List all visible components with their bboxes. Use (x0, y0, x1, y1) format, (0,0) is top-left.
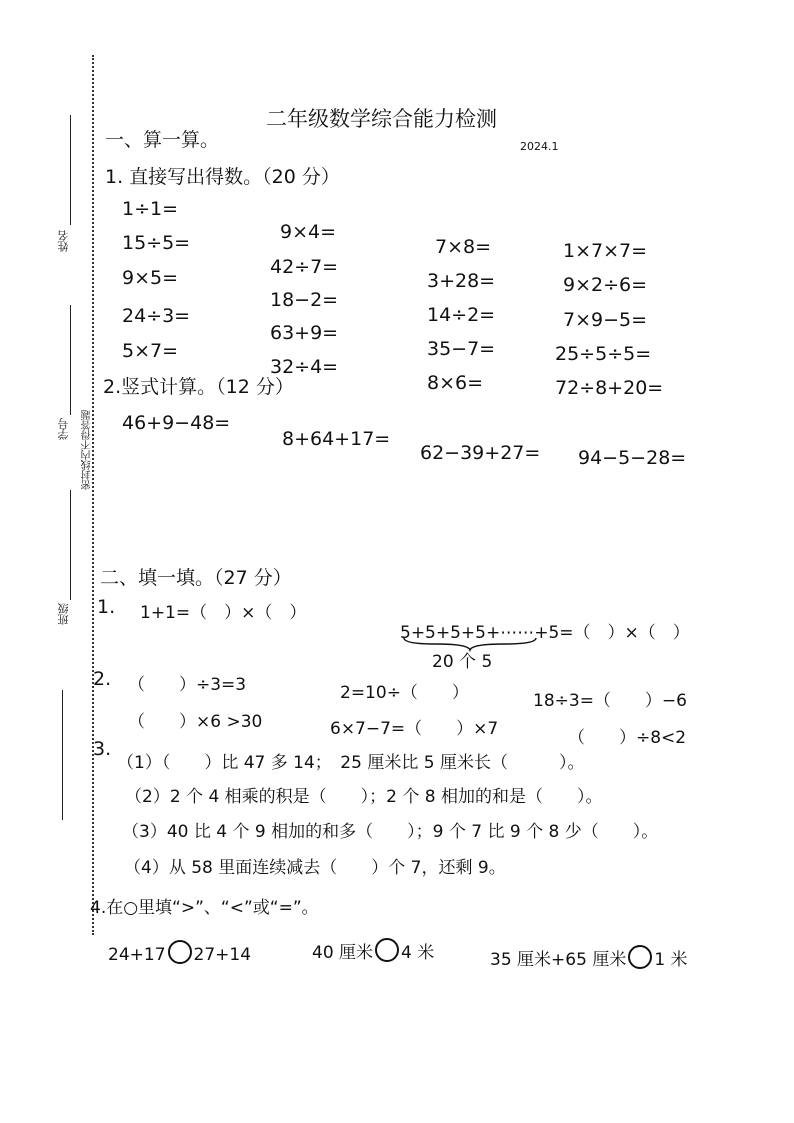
compare-item (312, 938, 434, 963)
q2-heading: 2.竖式计算。（12 分） (103, 376, 294, 398)
s2-q1-right: 5+5+5+5+⋯⋯+5=（ ）×（ ） (400, 623, 690, 643)
s2-q3-number: 3. (93, 738, 112, 760)
q1-col3-item: 7×8= (435, 236, 492, 258)
s2-q4-heading: 4.在○里填“>”、“<”或“=”。 (90, 898, 319, 918)
answer-circle[interactable] (628, 945, 652, 969)
q1-col2-item: 42÷7= (270, 256, 339, 278)
s2-q3-line: （4）从 58 里面连续减去（ ）个 7，还剩 9。 (124, 858, 506, 878)
section2-heading: 二、填一填。（27 分） (100, 567, 292, 589)
s2-q2-item: 18÷3=（ ）−6 (533, 691, 687, 711)
q1-col3-item: 8×6= (427, 372, 484, 394)
name-label: 姓名 (57, 230, 70, 252)
s2-q1-left: 1+1=（ ）×（ ） (140, 603, 307, 623)
s2-q2-item: （ ）÷8<2 (568, 728, 687, 748)
s2-q3-line: （2）2 个 4 相乘的积是（ ）；2 个 8 相加的和是（ ）。 (125, 787, 603, 807)
compare-left: 40 厘米 (312, 943, 374, 963)
seal-note: 密封线内不得答题 (82, 410, 93, 490)
q1-col3-item: 14÷2= (427, 304, 496, 326)
answer-circle[interactable] (375, 938, 399, 962)
q1-col2-item: 18−2= (270, 289, 339, 311)
q1-col4-item: 25÷5÷5= (555, 343, 652, 365)
compare-right: 27+14 (193, 945, 252, 965)
s2-q3-line: （3）40 比 4 个 9 相加的和多（ ）；9 个 7 比 9 个 8 少（ ）。 (122, 822, 659, 842)
compare-item (490, 945, 688, 970)
q1-col2-item: 63+9= (270, 322, 339, 344)
q1-col4-item: 72÷8+20= (555, 377, 664, 399)
q1-col1-item: 5×7= (122, 340, 179, 362)
q1-col4-item: 1×7×7= (563, 240, 648, 262)
compare-left: 24+17 (108, 945, 166, 965)
answer-circle[interactable] (168, 940, 192, 964)
vertical-calc-item: 62−39+27= (420, 442, 541, 464)
s2-q2-item: （ ）÷3=3 (128, 675, 247, 695)
compare-left: 35 厘米+65 厘米 (490, 950, 627, 970)
q1-col4-item: 7×9−5= (563, 309, 648, 331)
q1-col1-item: 1÷1= (122, 198, 179, 220)
q1-col1-item: 24÷3= (122, 305, 191, 327)
compare-item (108, 940, 251, 965)
vertical-calc-item: 46+9−48= (122, 412, 231, 434)
number-label: 学号 (57, 418, 70, 440)
q1-col1-item: 9×5= (122, 267, 179, 289)
brace-label: 20 个 5 (432, 652, 493, 672)
exam-date: 2024.1 (520, 140, 559, 153)
class-underline (70, 490, 71, 600)
q1-col1-item: 15÷5= (122, 232, 191, 254)
s2-q2-item: 6×7−7=（ ）×7 (330, 719, 499, 739)
class-label: 班级 (57, 603, 70, 625)
compare-right: 4 米 (401, 943, 435, 963)
q1-col2-item: 32÷4= (270, 356, 339, 378)
s2-q2-item: 2=10÷（ ） (340, 683, 469, 703)
q1-col4-item: 9×2÷6= (563, 274, 648, 296)
s2-q2-item: （ ）×6 >30 (128, 712, 263, 732)
vertical-calc-item: 94−5−28= (578, 447, 687, 469)
s2-q2-number: 2. (93, 668, 112, 690)
compare-right: 1 米 (654, 950, 688, 970)
q1-heading: 1. 直接写出得数。（20 分） (105, 166, 340, 188)
page-title: 二年级数学综合能力检测 (266, 107, 497, 131)
q1-col3-item: 35−7= (427, 338, 496, 360)
q1-col2-item: 9×4= (280, 221, 337, 243)
s2-q3-line: （1）（ ）比 47 多 14； 25 厘米比 5 厘米长（ ）。 (117, 753, 585, 773)
q1-col3-item: 3+28= (427, 270, 496, 292)
section1-heading: 一、算一算。 (105, 129, 220, 151)
number-underline (70, 305, 71, 415)
extra-underline (62, 690, 63, 820)
name-underline (70, 115, 71, 225)
vertical-calc-item: 8+64+17= (282, 428, 391, 450)
s2-q1-number: 1. (97, 596, 116, 618)
binding-dotted-line (92, 55, 94, 935)
